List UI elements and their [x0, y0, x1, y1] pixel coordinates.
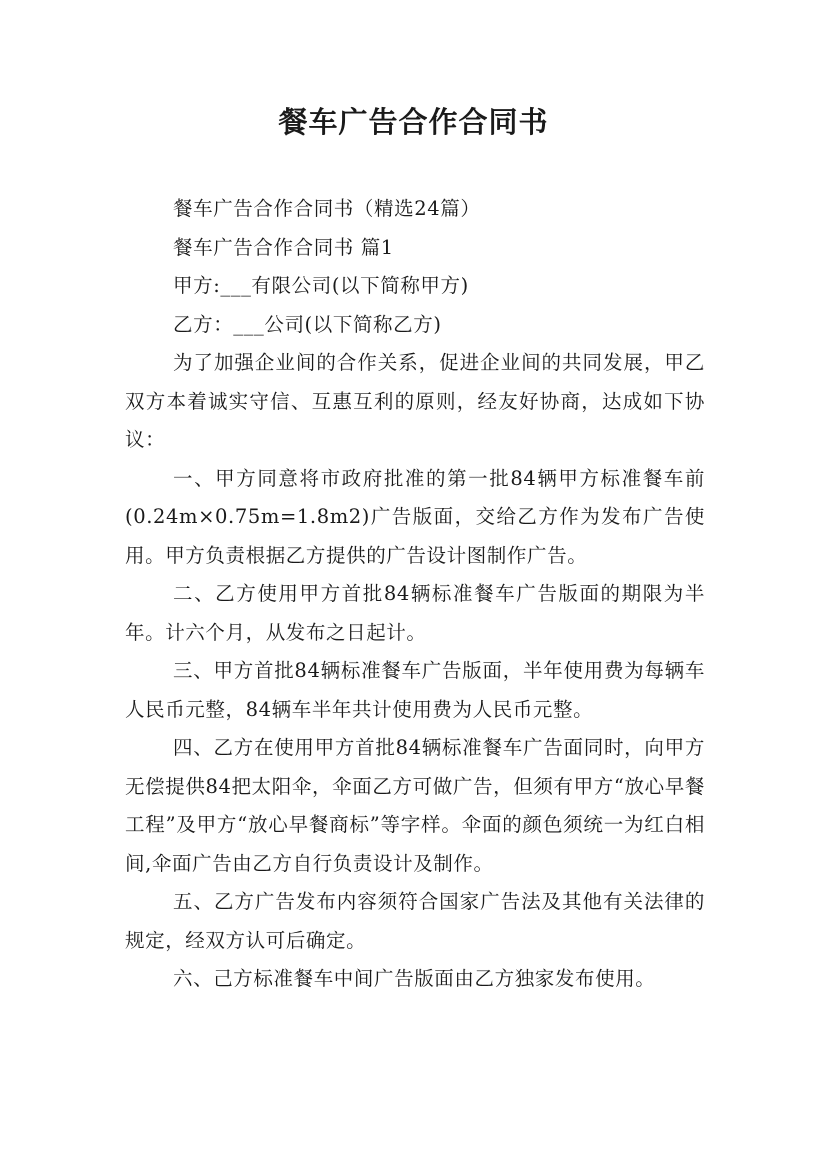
paragraph-subtitle: 餐车广告合作合同书（精选24篇）: [173, 197, 481, 220]
paragraph-clause-2: 二、乙方使用甲方首批84辆标准餐车广告版面的期限为半年。计六个月，从发布之日起计。: [125, 582, 705, 644]
paragraph-clause-1: 一、甲方同意将市政府批准的第一批84辆甲方标准餐车前(0.24m×0.75m=1.8m2)广告版面，交给乙方作为发布广告使用。甲方负责根据乙方提供的广告设计图制作广告。: [125, 466, 705, 567]
paragraph-party-a: 甲方:___有限公司(以下简称甲方): [173, 274, 469, 297]
paragraph-clause-6: 六、己方标准餐车中间广告版面由乙方独家发布使用。: [173, 967, 656, 990]
paragraph-clause-3: 三、甲方首批84辆标准餐车广告版面，半年使用费为每辆车人民币元整，84辆车半年共计使用费为人民币元整。: [125, 659, 705, 721]
paragraph-clause-5: 五、乙方广告发布内容须符合国家广告法及其他有关法律的规定，经双方认可后确定。: [125, 890, 705, 952]
paragraph-party-b: 乙方：___公司(以下简称乙方): [173, 312, 442, 336]
paragraph-clause-4: 四、乙方在使用甲方首批84辆标准餐车广告面同时，向甲方无偿提供84把太阳伞，伞面乙方可做广告，但须有甲方“放心早餐工程”及甲方“放心早餐商标”等字样。伞面的颜色须统一为红白相间,伞面广告由乙方自行负责设计及制作。: [125, 736, 705, 875]
paragraph-section-heading: 餐车广告合作合同书 篇1: [173, 235, 394, 259]
paragraph-preamble: 为了加强企业间的合作关系，促进企业间的共同发展，甲乙双方本着诚实守信、互惠互利的原则，经友好协商，达成如下协议：: [125, 351, 705, 451]
document-body: [125, 190, 705, 999]
document-title: 餐车广告合作合同书: [278, 105, 549, 139]
